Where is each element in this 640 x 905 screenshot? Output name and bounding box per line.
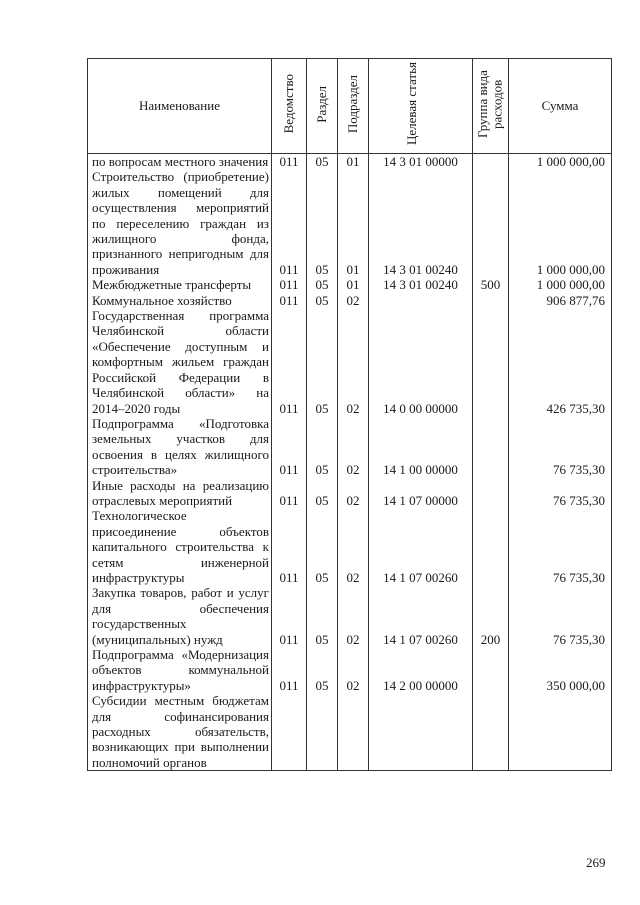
- table-row: [88, 693, 612, 771]
- row-target-article: 14 1 07 00000: [369, 478, 473, 509]
- header-subsection: Подраздел: [338, 59, 369, 154]
- row-subsection: 01: [338, 154, 369, 170]
- row-amount: 426 735,30: [509, 308, 612, 416]
- row-target-article: 14 3 01 00000: [369, 154, 473, 170]
- row-department: 011: [272, 154, 307, 170]
- row-amount: 76 735,30: [509, 478, 612, 509]
- row-expense-type: [473, 693, 509, 771]
- row-section: 05: [307, 293, 338, 308]
- row-department: 011: [272, 647, 307, 693]
- budget-table: [87, 58, 612, 771]
- row-name: Закупка товаров, работ и услуг для обеспечения государственных (муниципальных) нужд: [88, 585, 272, 647]
- row-department: 011: [272, 308, 307, 416]
- header-amount: Сумма: [509, 59, 612, 154]
- row-subsection: [338, 693, 369, 771]
- row-expense-type: [473, 308, 509, 416]
- table-header: [88, 59, 612, 154]
- row-name: Коммунальное хозяйство: [88, 293, 272, 308]
- row-department: 011: [272, 169, 307, 277]
- row-subsection: 02: [338, 416, 369, 478]
- row-section: 05: [307, 478, 338, 509]
- row-name: Субсидии местным бюджетам для софинансирования расходных обязательств, возникающих при выполнении полномочий органов: [88, 693, 272, 771]
- row-department: 011: [272, 277, 307, 292]
- table-row: [88, 416, 612, 478]
- table-row: [88, 478, 612, 509]
- row-section: 05: [307, 585, 338, 647]
- table-row: [88, 154, 612, 170]
- table-row: [88, 169, 612, 277]
- row-amount: 1 000 000,00: [509, 277, 612, 292]
- row-name: Подпрограмма «Модернизация объектов коммунальной инфраструктуры»: [88, 647, 272, 693]
- row-target-article: [369, 693, 473, 771]
- row-subsection: 02: [338, 585, 369, 647]
- table-row: [88, 585, 612, 647]
- row-amount: 76 735,30: [509, 416, 612, 478]
- row-target-article: 14 1 00 00000: [369, 416, 473, 478]
- row-department: 011: [272, 478, 307, 509]
- page-number: 269: [586, 855, 606, 870]
- row-amount: 350 000,00: [509, 647, 612, 693]
- row-amount: 906 877,76: [509, 293, 612, 308]
- row-subsection: 02: [338, 508, 369, 585]
- row-department: 011: [272, 293, 307, 308]
- row-expense-type: 500: [473, 277, 509, 292]
- row-section: [307, 693, 338, 771]
- table-row: [88, 308, 612, 416]
- row-subsection: 02: [338, 308, 369, 416]
- row-section: 05: [307, 647, 338, 693]
- table-row: [88, 508, 612, 585]
- row-subsection: 02: [338, 478, 369, 509]
- row-amount: 1 000 000,00: [509, 169, 612, 277]
- row-target-article: 14 3 01 00240: [369, 277, 473, 292]
- row-section: 05: [307, 508, 338, 585]
- row-target-article: 14 1 07 00260: [369, 508, 473, 585]
- row-name: Иные расходы на реализацию отраслевых мероприятий: [88, 478, 272, 509]
- row-amount: 76 735,30: [509, 585, 612, 647]
- row-department: 011: [272, 416, 307, 478]
- row-subsection: 02: [338, 293, 369, 308]
- row-name: Подпрограмма «Подготовка земельных участков для освоения в целях жилищного строительства»: [88, 416, 272, 478]
- row-expense-type: [473, 647, 509, 693]
- row-expense-type: [473, 154, 509, 170]
- row-name: по вопросам местного значения: [88, 154, 272, 170]
- table-body: [88, 154, 612, 771]
- row-section: 05: [307, 416, 338, 478]
- row-section: 05: [307, 154, 338, 170]
- row-department: 011: [272, 508, 307, 585]
- row-expense-type: [473, 169, 509, 277]
- row-name: Межбюджетные трансферты: [88, 277, 272, 292]
- row-name: Строительство (приобретение) жилых помещений для осуществления мероприятий по переселению граждан из жилищного фонда, признанного непригодным для проживания: [88, 169, 272, 277]
- row-department: 011: [272, 585, 307, 647]
- row-target-article: 14 1 07 00260: [369, 585, 473, 647]
- row-department: [272, 693, 307, 771]
- row-target-article: [369, 293, 473, 308]
- header-department: Ведомство: [272, 59, 307, 154]
- row-expense-type: 200: [473, 585, 509, 647]
- row-amount: 76 735,30: [509, 508, 612, 585]
- header-name: Наименование: [88, 59, 272, 154]
- table-row: [88, 277, 612, 292]
- row-name: Государственная программа Челябинской области «Обеспечение доступным и комфортным жильем граждан Российской Федерации в Челябинской области» на 2014–2020 годы: [88, 308, 272, 416]
- row-section: 05: [307, 308, 338, 416]
- row-target-article: 14 3 01 00240: [369, 169, 473, 277]
- header-expense-type: Группа вида расходов: [473, 59, 509, 154]
- table-row: [88, 647, 612, 693]
- row-expense-type: [473, 508, 509, 585]
- header-target-article: Целевая статья: [369, 59, 473, 154]
- row-expense-type: [473, 478, 509, 509]
- row-target-article: 14 0 00 00000: [369, 308, 473, 416]
- header-section: Раздел: [307, 59, 338, 154]
- row-section: 05: [307, 169, 338, 277]
- row-amount: [509, 693, 612, 771]
- row-expense-type: [473, 416, 509, 478]
- row-expense-type: [473, 293, 509, 308]
- row-section: 05: [307, 277, 338, 292]
- table-row: [88, 293, 612, 308]
- row-amount: 1 000 000,00: [509, 154, 612, 170]
- row-subsection: 02: [338, 647, 369, 693]
- row-subsection: 01: [338, 277, 369, 292]
- row-target-article: 14 2 00 00000: [369, 647, 473, 693]
- row-name: Технологическое присоединение объектов капитального строительства к сетям инженерной инфраструктуры: [88, 508, 272, 585]
- row-subsection: 01: [338, 169, 369, 277]
